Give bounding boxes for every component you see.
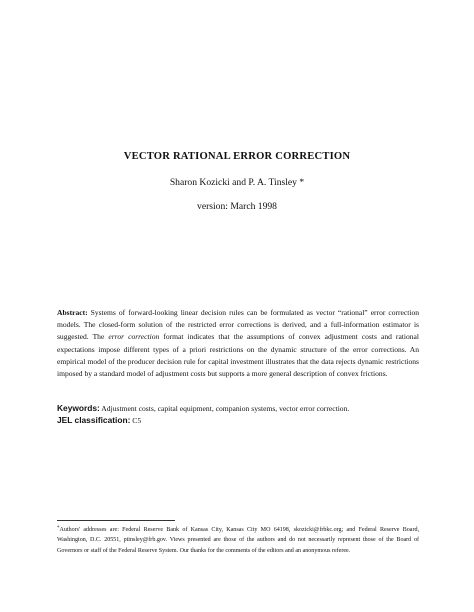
- keywords-block: [57, 403, 419, 426]
- abstract-text-part-2: format indicates that the assumptions of convex adjustment costs and rational expectations impose different types of a priori restrictions on the dynamic structure of the error corrections. An empirical model of the producer decision rule for capital investment illustrates that the data rejects dynamic restrictions imposed by a standard model of adjustment costs but supports a more general description of convex frictions.: [57, 332, 419, 379]
- footnote-mark: *: [57, 526, 60, 531]
- paper-title: VECTOR RATIONAL ERROR CORRECTION: [123, 151, 351, 162]
- footnote-divider: [57, 520, 175, 521]
- author-line: [0, 177, 474, 188]
- abstract-label: Abstract:: [57, 308, 88, 317]
- jel-label: JEL classification:: [57, 414, 131, 425]
- version-date: version: March 1998: [197, 201, 277, 212]
- keywords-line: [57, 403, 419, 415]
- keywords-text: Adjustment costs, capital equipment, companion systems, vector error correction.: [99, 404, 350, 413]
- jel-text: C5: [130, 415, 142, 425]
- abstract: [57, 307, 419, 380]
- footnote: [57, 524, 419, 556]
- abstract-italic-phrase: error correction: [108, 332, 160, 342]
- jel-line: [57, 415, 419, 427]
- authors: Sharon Kozicki and P. A. Tinsley: [169, 177, 297, 188]
- author-footnote-mark: *: [299, 177, 305, 188]
- abstract-text-part-1: Systems of forward-looking linear decision rules can be formulated as vector “rational” error correction models. The closed-form solution of the restricted error corrections is derived, and a full-information estimator is suggested. The: [57, 308, 419, 342]
- footnote-text: Authors' addresses are: Federal Reserve Bank of Kansas City, Kansas City MO 64198, skozicki@frbkc.org; and Federal Reserve Board, Washington, D.C. 20551, ptinsley@frb.gov. Views presented are those of the authors and do not necessarily represent those of the Board of Governors or staff of the Federal Reserve System. Our thanks for the comments of the editors and an anonymous referee.: [57, 527, 419, 554]
- keywords-label: Keywords:: [57, 403, 100, 413]
